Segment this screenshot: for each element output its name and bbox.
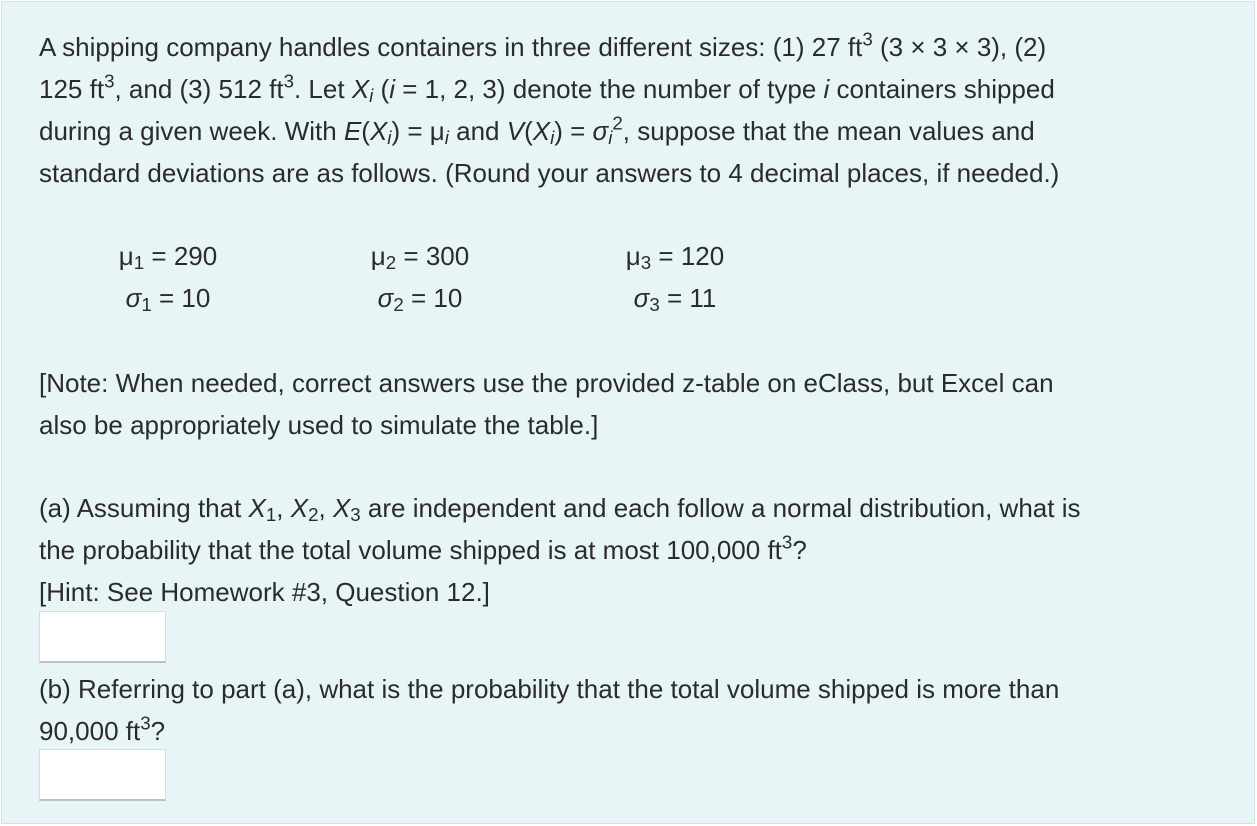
part-a-answer-input[interactable] [39, 611, 166, 663]
note-line-2: also be appropriately used to simulate the table.] [39, 410, 599, 440]
part-b-question [39, 668, 1219, 752]
part-a-question [39, 487, 1219, 613]
parameter-table [2, 235, 1254, 325]
sd-1: $\sigma_1 = 10$ [125, 283, 211, 316]
part-a-line-1: (a) Assuming that $X_1$, $X_2$, $X_3$ are independent and each follow a normal distribution, what is [39, 493, 1081, 526]
sd-2: $\sigma_2 = 10$ [377, 283, 463, 316]
intro-line-1: A shipping company handles containers in three different sizes: (1) 27 $ft^3$ (3 × 3 × 3), (2) [39, 28, 1047, 62]
param-col-3 [615, 235, 735, 319]
param-col-1 [108, 235, 228, 319]
intro-line-4: standard deviations are as follows. (Round your answers to 4 decimal places, if needed.) [39, 158, 1060, 188]
note-line-1: [Note: When needed, correct answers use the provided z-table on eClass, but Excel can [39, 368, 1054, 398]
question-panel [1, 1, 1255, 824]
intro-line-2: 125 $ft^3$, and (3) 512 $ft^3$. Let $X_i$ (i = 1, 2, 3) denote the number of type i containers shipped [39, 70, 1055, 107]
problem-intro [39, 26, 1219, 194]
mean-3: $\mu_3 = 120$ [625, 241, 725, 274]
part-b-line-2: 90,000 $ft^3$? [39, 712, 166, 746]
part-a-line-2: the probability that the total volume shipped is at most 100,000 $ft^3$? [39, 531, 807, 565]
part-b-line-1: (b) Referring to part (a), what is the probability that the total volume shipped is more than [39, 674, 1060, 704]
param-col-2 [360, 235, 480, 319]
part-b-answer-input[interactable] [39, 749, 166, 801]
sd-3: $\sigma_3 = 11$ [633, 283, 717, 316]
part-a-hint: [Hint: See Homework #3, Question 12.] [39, 577, 490, 607]
intro-line-3: during a given week. With $E(X_i) = \mu_i$ and $V(X_i) = \sigma_i^2$, suppose that the mean values and [39, 112, 1035, 149]
note-paragraph [39, 362, 1219, 446]
mean-2: $\mu_2 = 300$ [370, 241, 470, 274]
mean-1: $\mu_1 = 290$ [118, 241, 218, 274]
